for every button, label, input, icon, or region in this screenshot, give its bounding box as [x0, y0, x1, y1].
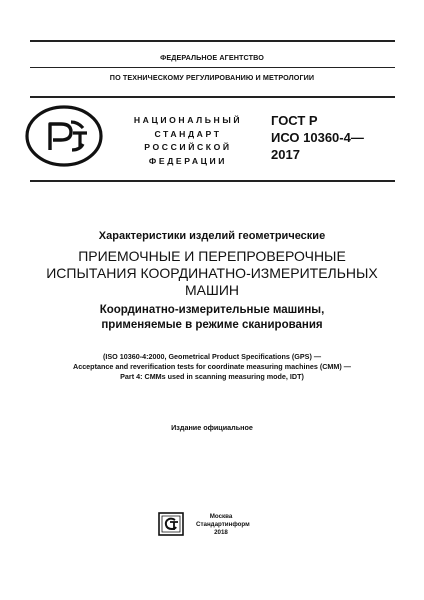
- national-line: СТАНДАРТ: [154, 128, 222, 139]
- publisher-info: [196, 513, 250, 537]
- national-line: ФЕДЕРАЦИИ: [148, 155, 228, 166]
- standartinform-logo-icon: [158, 512, 184, 536]
- main-title-line: ПРИЕМОЧНЫЕ И ПЕРЕПРОВЕРОЧНЫЕ: [78, 248, 346, 264]
- agency-divider: [30, 67, 395, 68]
- agency-line-2: ПО ТЕХНИЧЕСКОМУ РЕГУЛИРОВАНИЮ И МЕТРОЛОГИИ: [109, 73, 315, 82]
- english-title-line: (ISO 10360-4:2000, Geometrical Product Specifications (GPS) —: [102, 352, 322, 361]
- gost-r-certification-logo-icon: [24, 104, 104, 168]
- english-title: [0, 352, 424, 382]
- document-subtitle: [0, 303, 424, 333]
- publisher-line: Москва: [209, 513, 233, 520]
- gost-line: ИСО 10360-4—: [271, 130, 364, 145]
- main-title-line: ИСПЫТАНИЯ КООРДИНАТНО-ИЗМЕРИТЕЛЬНЫХ: [46, 265, 378, 281]
- gost-line: ГОСТ Р: [271, 113, 318, 128]
- national-line: НАЦИОНАЛЬНЫЙ: [133, 115, 243, 125]
- national-standard-label: [128, 114, 248, 168]
- top-rule: [30, 40, 395, 42]
- publisher-line: Стандартинформ: [196, 521, 250, 528]
- english-title-line: Part 4: CMMs used in scanning measuring mode, IDT): [120, 372, 304, 381]
- gost-line: 2017: [271, 147, 300, 162]
- standard-block-top-rule: [30, 96, 395, 98]
- subtitle-line: применяемые в режиме сканирования: [101, 319, 323, 331]
- gost-designation: [271, 112, 364, 163]
- document-title-small: Характеристики изделий геометрические: [98, 230, 326, 242]
- publisher-line: 2018: [214, 529, 228, 536]
- national-line: РОССИЙСКОЙ: [144, 142, 232, 152]
- standard-block-bottom-rule: [30, 180, 395, 182]
- english-title-line: Acceptance and reverification tests for coordinate measuring machines (CMM) —: [73, 362, 351, 371]
- main-title-line: МАШИН: [184, 282, 239, 298]
- agency-line-1: ФЕДЕРАЛЬНОЕ АГЕНТСТВО: [160, 53, 264, 62]
- subtitle-line: Координатно-измерительные машины,: [99, 304, 325, 316]
- document-title-main: [0, 248, 424, 299]
- edition-label: Издание официальное: [171, 423, 253, 432]
